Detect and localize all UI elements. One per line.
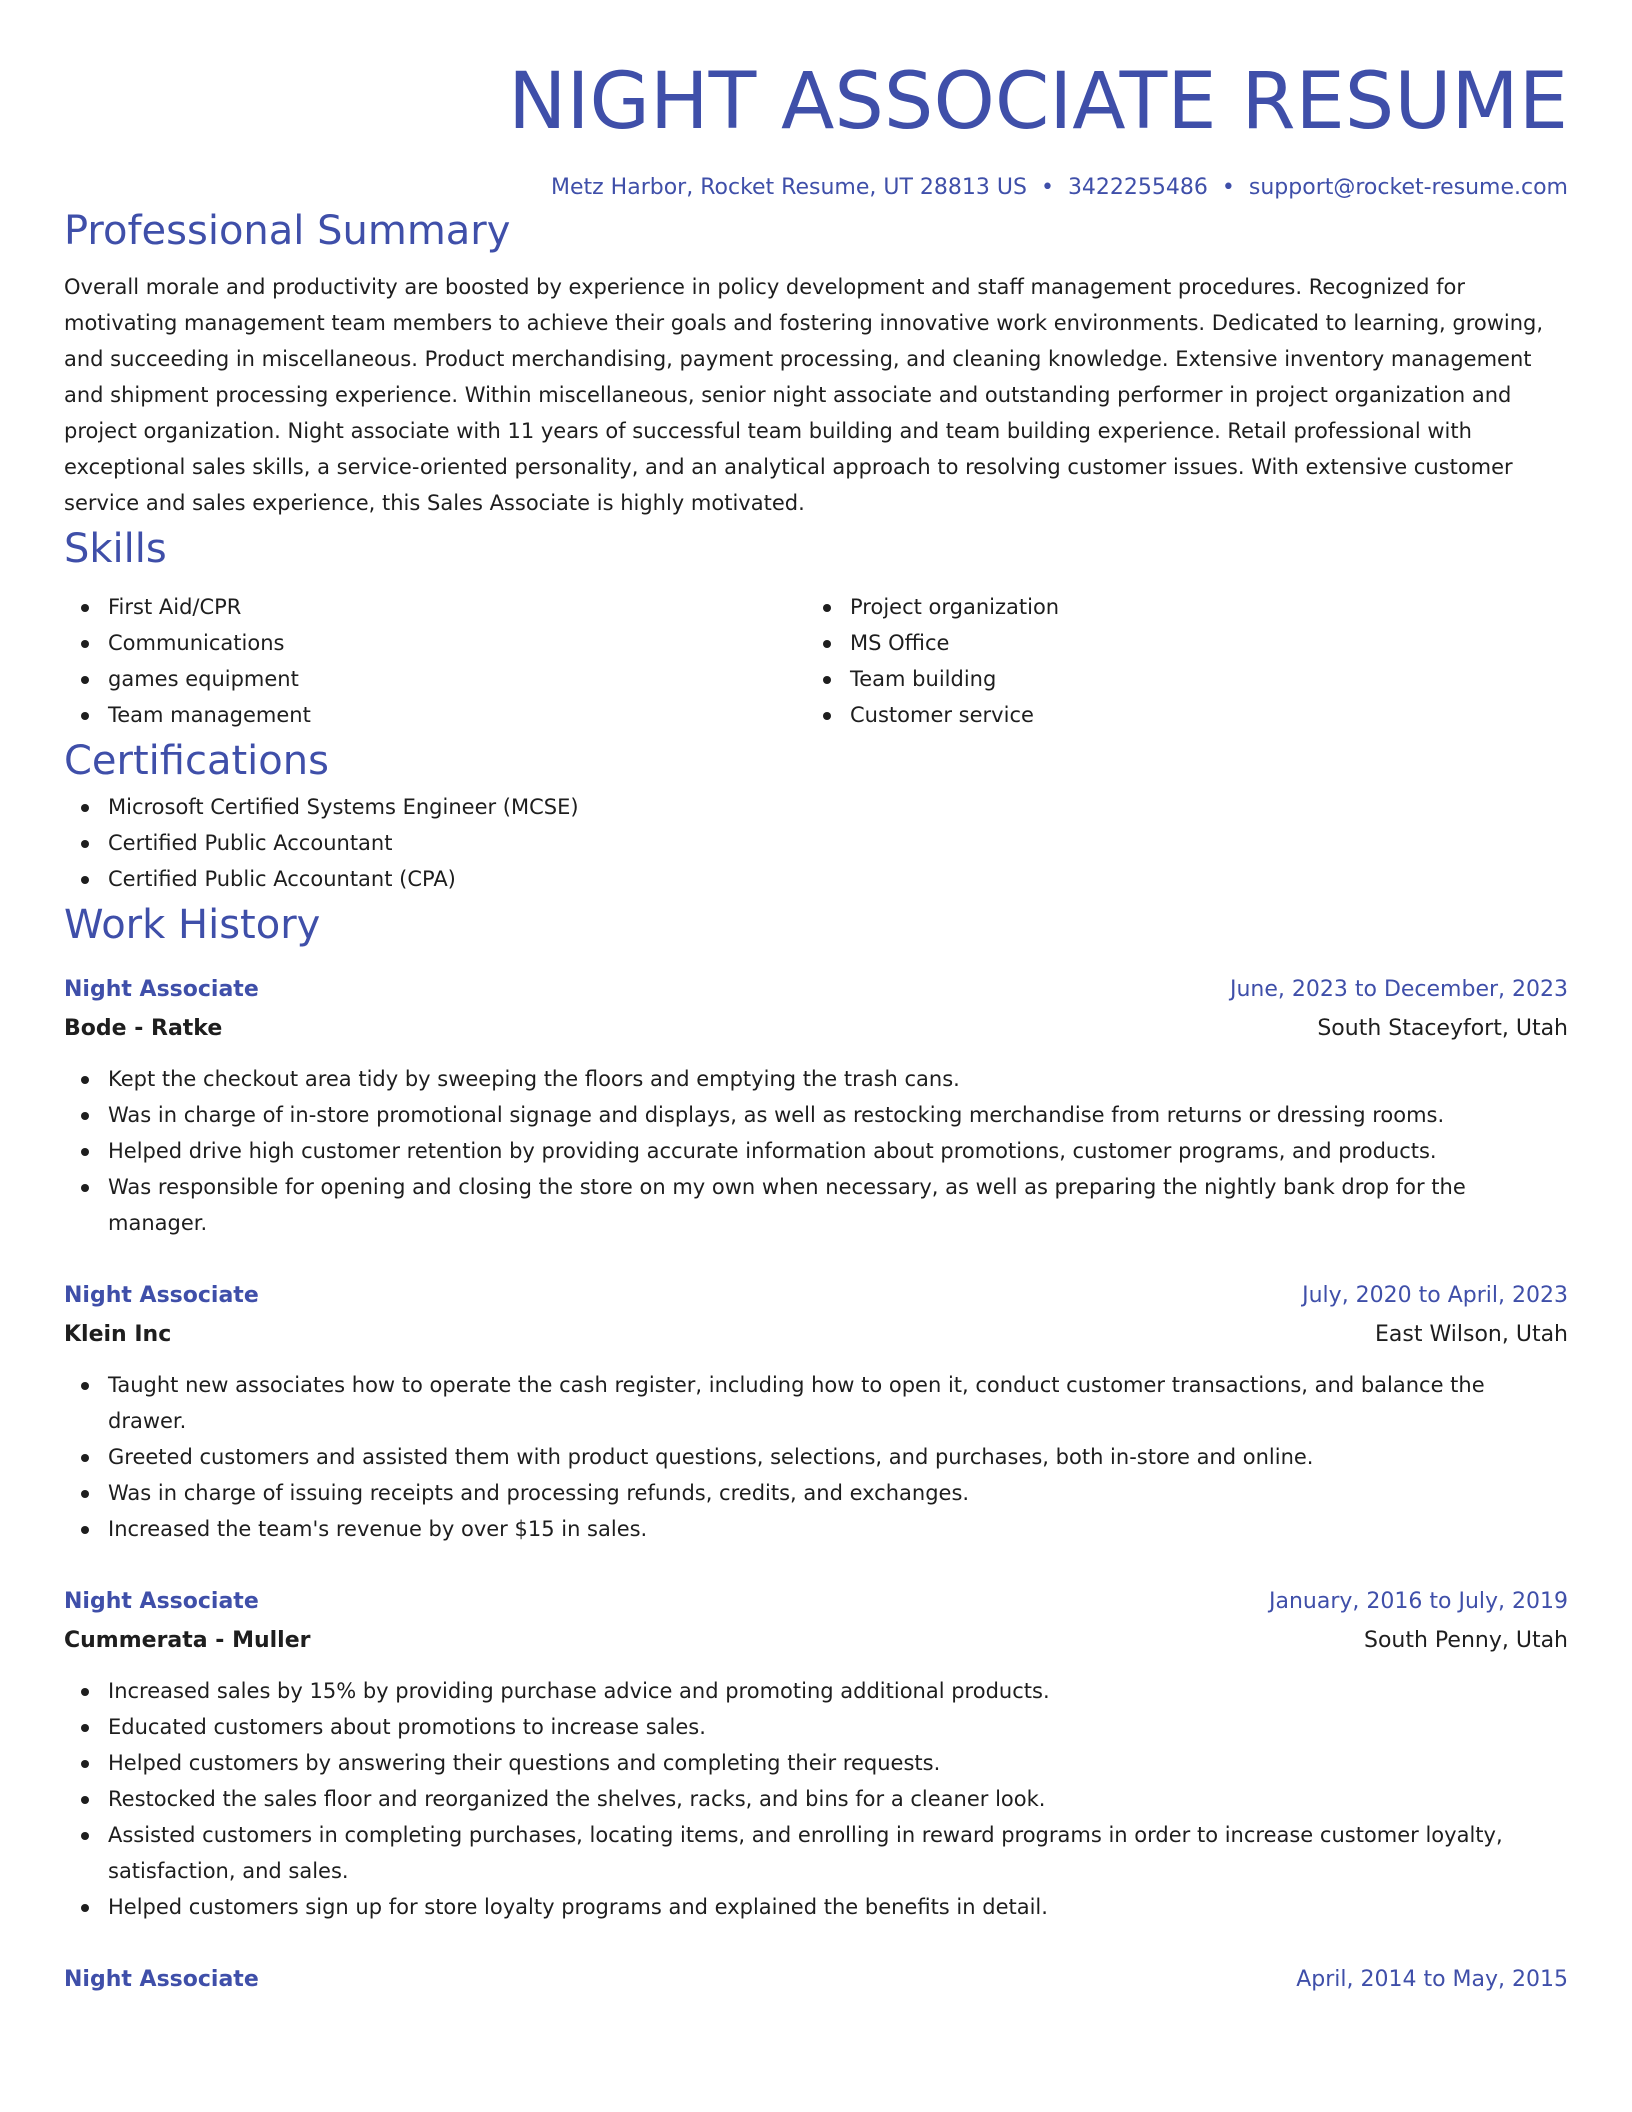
contact-line (64, 173, 1568, 203)
skill-item: games equipment (64, 661, 806, 697)
skill-item: Communications (64, 625, 806, 661)
contact-separator: • (1221, 175, 1235, 200)
job-duty-item: Taught new associates how to operate the cash register, including how to open it, conduct customer transactions, and balance the drawer. (64, 1367, 1568, 1439)
job-title: Night Associate (64, 1589, 259, 1614)
job-duty-item: Was responsible for opening and closing the store on my own when necessary, as well as preparing the nightly bank drop for the manager. (64, 1169, 1568, 1241)
job-title: Night Associate (64, 1283, 259, 1308)
job-duty-item: Increased the team's revenue by over $15 in sales. (64, 1511, 1568, 1547)
resume-name: NIGHT ASSOCIATE RESUME (508, 57, 1568, 147)
job-company: Cummerata - Muller (64, 1628, 311, 1653)
work-history-section (64, 897, 1568, 1999)
job-duty-item: Kept the checkout area tidy by sweeping the floors and emptying the trash cans. (64, 1061, 1568, 1097)
job-company-row (64, 1315, 1568, 1355)
job-title-row (64, 1583, 1568, 1621)
certifications-section (64, 733, 1568, 897)
skill-item: Customer service (806, 697, 1548, 733)
job-title-row (64, 971, 1568, 1009)
job-duties-list (64, 1673, 1568, 1925)
skills-section (64, 521, 1568, 733)
job-duty-item: Helped customers by answering their questions and completing their requests. (64, 1745, 1568, 1781)
job-title-row (64, 1961, 1568, 1999)
job-title-row (64, 1277, 1568, 1315)
job-duty-item: Increased sales by 15% by providing purchase advice and promoting additional products. (64, 1673, 1568, 1709)
summary-section (64, 203, 1568, 521)
job-company-row (64, 1009, 1568, 1049)
skills-column-right (806, 589, 1548, 733)
certification-item: Certified Public Accountant (CPA) (64, 861, 1568, 897)
job-entry (64, 1583, 1568, 1925)
job-duty-item: Was in charge of in-store promotional signage and displays, as well as restocking merchandise from returns or dressing rooms. (64, 1097, 1568, 1133)
job-duties-list (64, 1061, 1568, 1241)
job-duty-item: Educated customers about promotions to increase sales. (64, 1709, 1568, 1745)
job-duty-item: Assisted customers in completing purchases, locating items, and enrolling in reward programs in order to increase customer loyalty, satisfaction, and sales. (64, 1817, 1568, 1889)
job-dates: June, 2023 to December, 2023 (1229, 977, 1568, 1002)
job-duty-item: Helped customers sign up for store loyalty programs and explained the benefits in detail. (64, 1889, 1568, 1925)
skill-item: Team management (64, 697, 806, 733)
certifications-list (64, 789, 1568, 897)
contact-address: Metz Harbor, Rocket Resume, UT 28813 US (551, 175, 1027, 200)
job-duty-item: Was in charge of issuing receipts and processing refunds, credits, and exchanges. (64, 1475, 1568, 1511)
job-duty-item: Restocked the sales floor and reorganized the shelves, racks, and bins for a cleaner look. (64, 1781, 1568, 1817)
certification-item: Certified Public Accountant (64, 825, 1568, 861)
job-entry (64, 971, 1568, 1241)
job-dates: July, 2020 to April, 2023 (1302, 1283, 1568, 1308)
job-dates: April, 2014 to May, 2015 (1296, 1967, 1568, 1992)
job-company: Bode - Ratke (64, 1016, 223, 1041)
skills-column-left (64, 589, 806, 733)
contact-separator: • (1040, 175, 1054, 200)
skill-item: Team building (806, 661, 1548, 697)
skill-item: Project organization (806, 589, 1548, 625)
certification-item: Microsoft Certified Systems Engineer (MCSE) (64, 789, 1568, 825)
skills-list-left (64, 589, 806, 733)
resume-header (64, 50, 1568, 203)
skills-heading: Skills (64, 526, 167, 572)
job-location: South Penny, Utah (1364, 1628, 1568, 1653)
skills-list-right (806, 589, 1548, 733)
job-duties-list (64, 1367, 1568, 1547)
job-location: East Wilson, Utah (1375, 1322, 1568, 1347)
work-history-heading: Work History (64, 902, 321, 948)
contact-phone: 3422255486 (1067, 175, 1208, 200)
summary-heading: Professional Summary (64, 208, 511, 254)
contact-email[interactable]: support@rocket-resume.com (1248, 175, 1568, 200)
skill-item: MS Office (806, 625, 1548, 661)
job-company: Klein Inc (64, 1322, 172, 1347)
job-entry (64, 1961, 1568, 1999)
certifications-heading: Certifications (64, 738, 329, 784)
job-company-row (64, 1621, 1568, 1661)
skill-item: First Aid/CPR (64, 589, 806, 625)
job-entry (64, 1277, 1568, 1547)
job-duty-item: Greeted customers and assisted them with product questions, selections, and purchases, both in-store and online. (64, 1439, 1568, 1475)
summary-text: Overall morale and productivity are boosted by experience in policy development and staff management procedures. Recognized for motivating management team members to achieve their goals and fostering innovative work environments. Dedicated to learning, growing, and succeeding in miscellaneous. Product merchandising, payment processing, and cleaning knowledge. Extensive inventory management and shipment processing experience. Within miscellaneous, senior night associate and outstanding performer in project organization and project organization. Night associate with 11 years of successful team building and team building experience. Retail professional with exceptional sales skills, a service-oriented personality, and an analytical approach to resolving customer issues. With extensive customer service and sales experience, this Sales Associate is highly motivated. (64, 275, 1544, 515)
job-location: South Staceyfort, Utah (1317, 1016, 1568, 1041)
skills-grid (64, 589, 1568, 733)
job-dates: January, 2016 to July, 2019 (1269, 1589, 1568, 1614)
job-title: Night Associate (64, 977, 259, 1002)
job-title: Night Associate (64, 1967, 259, 1992)
job-duty-item: Helped drive high customer retention by providing accurate information about promotions, customer programs, and products. (64, 1133, 1568, 1169)
